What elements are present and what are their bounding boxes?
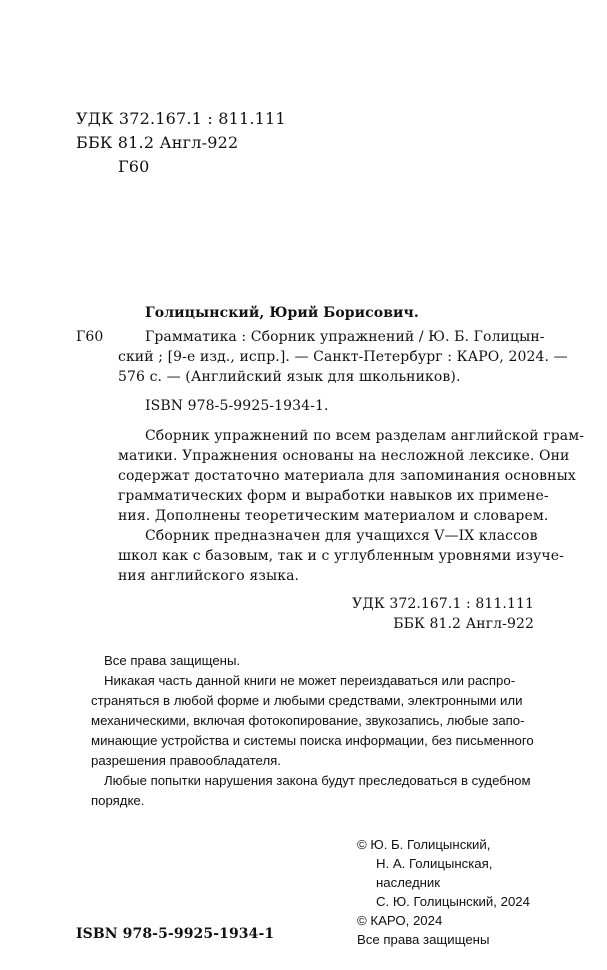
annotation-line: грамматических форм и выработки навыков их примене- xyxy=(118,488,549,504)
header-bbk: ББК 81.2 Англ-922 xyxy=(76,133,239,152)
copyright-line: наследник xyxy=(376,875,441,890)
rights-line: механическими, включая фотокопирование, звукозапись, любые запо- xyxy=(91,713,525,728)
footer-isbn: ISBN 978-5-9925-1934-1 xyxy=(76,926,275,942)
record-udk: УДК 372.167.1 : 811.111 xyxy=(352,596,534,612)
rights-line: Никакая часть данной книги не может переиздаваться или распро- xyxy=(104,673,516,688)
copyright-line: Н. А. Голицынская, xyxy=(376,856,493,871)
annotation-line: содержат достаточно материала для запоминания основных xyxy=(118,468,576,484)
record-isbn: ISBN 978-5-9925-1934-1. xyxy=(145,398,329,414)
record-bbk: ББК 81.2 Англ-922 xyxy=(393,616,534,632)
record-code: Г60 xyxy=(76,329,104,345)
copyright-line: © Ю. Б. Голицынский, xyxy=(357,837,491,852)
annotation-line: ния английского языка. xyxy=(118,568,300,584)
annotation-line: матики. Упражнения основаны на несложной лексике. Они xyxy=(118,448,570,464)
record-title-line: 576 с. — (Английский язык для школьников). xyxy=(118,369,461,385)
header-code: Г60 xyxy=(118,157,150,176)
annotation-line: ния. Дополнены теоретическим материалом и словарем. xyxy=(118,508,549,524)
record-title-line: ский ; [9-е изд., испр.]. — Санкт-Петербург : КАРО, 2024. — xyxy=(118,349,568,365)
record-author: Голицынский, Юрий Борисович. xyxy=(145,305,419,321)
rights-line: страняться в любой форме и любыми средствами, электронными или xyxy=(91,693,523,708)
record-title-line: Грамматика : Сборник упражнений / Ю. Б. Голицын- xyxy=(145,329,545,345)
rights-line: Любые попытки нарушения закона будут преследоваться в судебном xyxy=(104,773,531,788)
rights-line: порядке. xyxy=(91,793,145,808)
rights-line: минающие устройства и системы поиска информации, без письменного xyxy=(91,733,534,748)
annotation-line: Сборник предназначен для учащихся V—IX классов xyxy=(145,528,538,544)
rights-line: разрешения правообладателя. xyxy=(91,753,281,768)
header-udk: УДК 372.167.1 : 811.111 xyxy=(76,109,286,128)
copyright-line: © КАРО, 2024 xyxy=(357,913,443,928)
rights-line: Все права защищены. xyxy=(104,653,241,668)
annotation-line: школ как с базовым, так и с углубленным уровнями изуче- xyxy=(118,548,564,564)
copyright-line: С. Ю. Голицынский, 2024 xyxy=(376,894,530,909)
annotation-line: Сборник упражнений по всем разделам английской грам- xyxy=(145,428,585,444)
copyright-line: Все права защищены xyxy=(357,932,490,947)
